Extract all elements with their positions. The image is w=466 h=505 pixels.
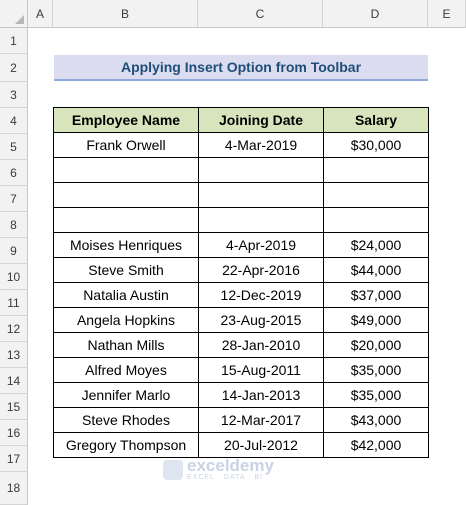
row-header-5[interactable]: 5 [0, 134, 28, 160]
table-header-row [54, 108, 429, 133]
row-header-12[interactable]: 12 [0, 316, 28, 342]
row-header-18[interactable]: 18 [0, 472, 28, 505]
cell-date[interactable]: 12-Mar-2017 [199, 408, 324, 433]
column-header-c[interactable]: C [198, 0, 323, 28]
cell-name[interactable]: Steve Rhodes [54, 408, 199, 433]
table-row [54, 258, 429, 283]
cell-name[interactable]: Jennifer Marlo [54, 383, 199, 408]
cell-salary[interactable]: $24,000 [324, 233, 429, 258]
cell-date[interactable]: 23-Aug-2015 [199, 308, 324, 333]
row-header-1[interactable]: 1 [0, 28, 28, 54]
watermark-text [187, 458, 274, 481]
cell-name[interactable]: Moises Henriques [54, 233, 199, 258]
header-salary[interactable]: Salary [324, 108, 429, 133]
cell-salary[interactable] [324, 208, 429, 233]
row-header-9[interactable]: 9 [0, 238, 28, 264]
row-header-11[interactable]: 11 [0, 290, 28, 316]
watermark-name: exceldemy [187, 456, 274, 475]
header-employee-name[interactable]: Employee Name [54, 108, 199, 133]
row-header-13[interactable]: 13 [0, 342, 28, 368]
row-header-14[interactable]: 14 [0, 368, 28, 394]
cell-date[interactable]: 20-Jul-2012 [199, 433, 324, 458]
cell-date[interactable]: 15-Aug-2011 [199, 358, 324, 383]
row-header-10[interactable]: 10 [0, 264, 28, 290]
cell-name[interactable]: Gregory Thompson [54, 433, 199, 458]
cell-salary[interactable]: $35,000 [324, 358, 429, 383]
cell-date[interactable]: 4-Apr-2019 [199, 233, 324, 258]
cell-salary[interactable]: $44,000 [324, 258, 429, 283]
header-joining-date[interactable]: Joining Date [199, 108, 324, 133]
cell-name[interactable] [54, 183, 199, 208]
row-header-7[interactable]: 7 [0, 186, 28, 212]
table-row [54, 333, 429, 358]
cell-date[interactable] [199, 158, 324, 183]
row-header-8[interactable]: 8 [0, 212, 28, 238]
table-row [54, 233, 429, 258]
cell-name[interactable]: Nathan Mills [54, 333, 199, 358]
row-header-17[interactable]: 17 [0, 446, 28, 472]
row-header-6[interactable]: 6 [0, 160, 28, 186]
table-row [54, 133, 429, 158]
cell-salary[interactable]: $42,000 [324, 433, 429, 458]
cell-date[interactable]: 4-Mar-2019 [199, 133, 324, 158]
cell-salary[interactable]: $35,000 [324, 383, 429, 408]
sheet-title[interactable]: Applying Insert Option from Toolbar [54, 55, 428, 81]
table-row [54, 183, 429, 208]
column-header-e[interactable]: E [428, 0, 466, 28]
watermark-tagline: EXCEL · DATA · BI [187, 474, 263, 481]
table-row [54, 408, 429, 433]
cell-date[interactable]: 28-Jan-2010 [199, 333, 324, 358]
column-header-d[interactable]: D [323, 0, 428, 28]
employee-table [53, 107, 429, 458]
cell-date[interactable]: 12-Dec-2019 [199, 283, 324, 308]
exceldemy-logo-icon [163, 460, 183, 480]
column-header-a[interactable]: A [28, 0, 53, 28]
select-all-corner[interactable] [0, 0, 28, 28]
table-row [54, 308, 429, 333]
table-row [54, 158, 429, 183]
cell-date[interactable] [199, 183, 324, 208]
table-row [54, 283, 429, 308]
table-row [54, 358, 429, 383]
cell-name[interactable] [54, 208, 199, 233]
row-header-15[interactable]: 15 [0, 394, 28, 420]
cell-name[interactable]: Natalia Austin [54, 283, 199, 308]
watermark [163, 458, 274, 481]
row-header-2[interactable]: 2 [0, 54, 28, 82]
table-row [54, 433, 429, 458]
cell-salary[interactable] [324, 158, 429, 183]
table-row [54, 208, 429, 233]
select-all-icon [15, 15, 24, 24]
cell-salary[interactable] [324, 183, 429, 208]
cell-salary[interactable]: $37,000 [324, 283, 429, 308]
cell-date[interactable]: 14-Jan-2013 [199, 383, 324, 408]
cell-name[interactable]: Steve Smith [54, 258, 199, 283]
row-header-4[interactable]: 4 [0, 108, 28, 134]
row-header-3[interactable]: 3 [0, 82, 28, 108]
cell-salary[interactable]: $30,000 [324, 133, 429, 158]
cell-name[interactable]: Angela Hopkins [54, 308, 199, 333]
column-header-b[interactable]: B [53, 0, 198, 28]
cell-salary[interactable]: $20,000 [324, 333, 429, 358]
table-row [54, 383, 429, 408]
cell-name[interactable]: Alfred Moyes [54, 358, 199, 383]
cell-salary[interactable]: $49,000 [324, 308, 429, 333]
cell-date[interactable]: 22-Apr-2016 [199, 258, 324, 283]
cell-date[interactable] [199, 208, 324, 233]
cell-name[interactable]: Frank Orwell [54, 133, 199, 158]
cell-name[interactable] [54, 158, 199, 183]
row-header-16[interactable]: 16 [0, 420, 28, 446]
cell-salary[interactable]: $43,000 [324, 408, 429, 433]
